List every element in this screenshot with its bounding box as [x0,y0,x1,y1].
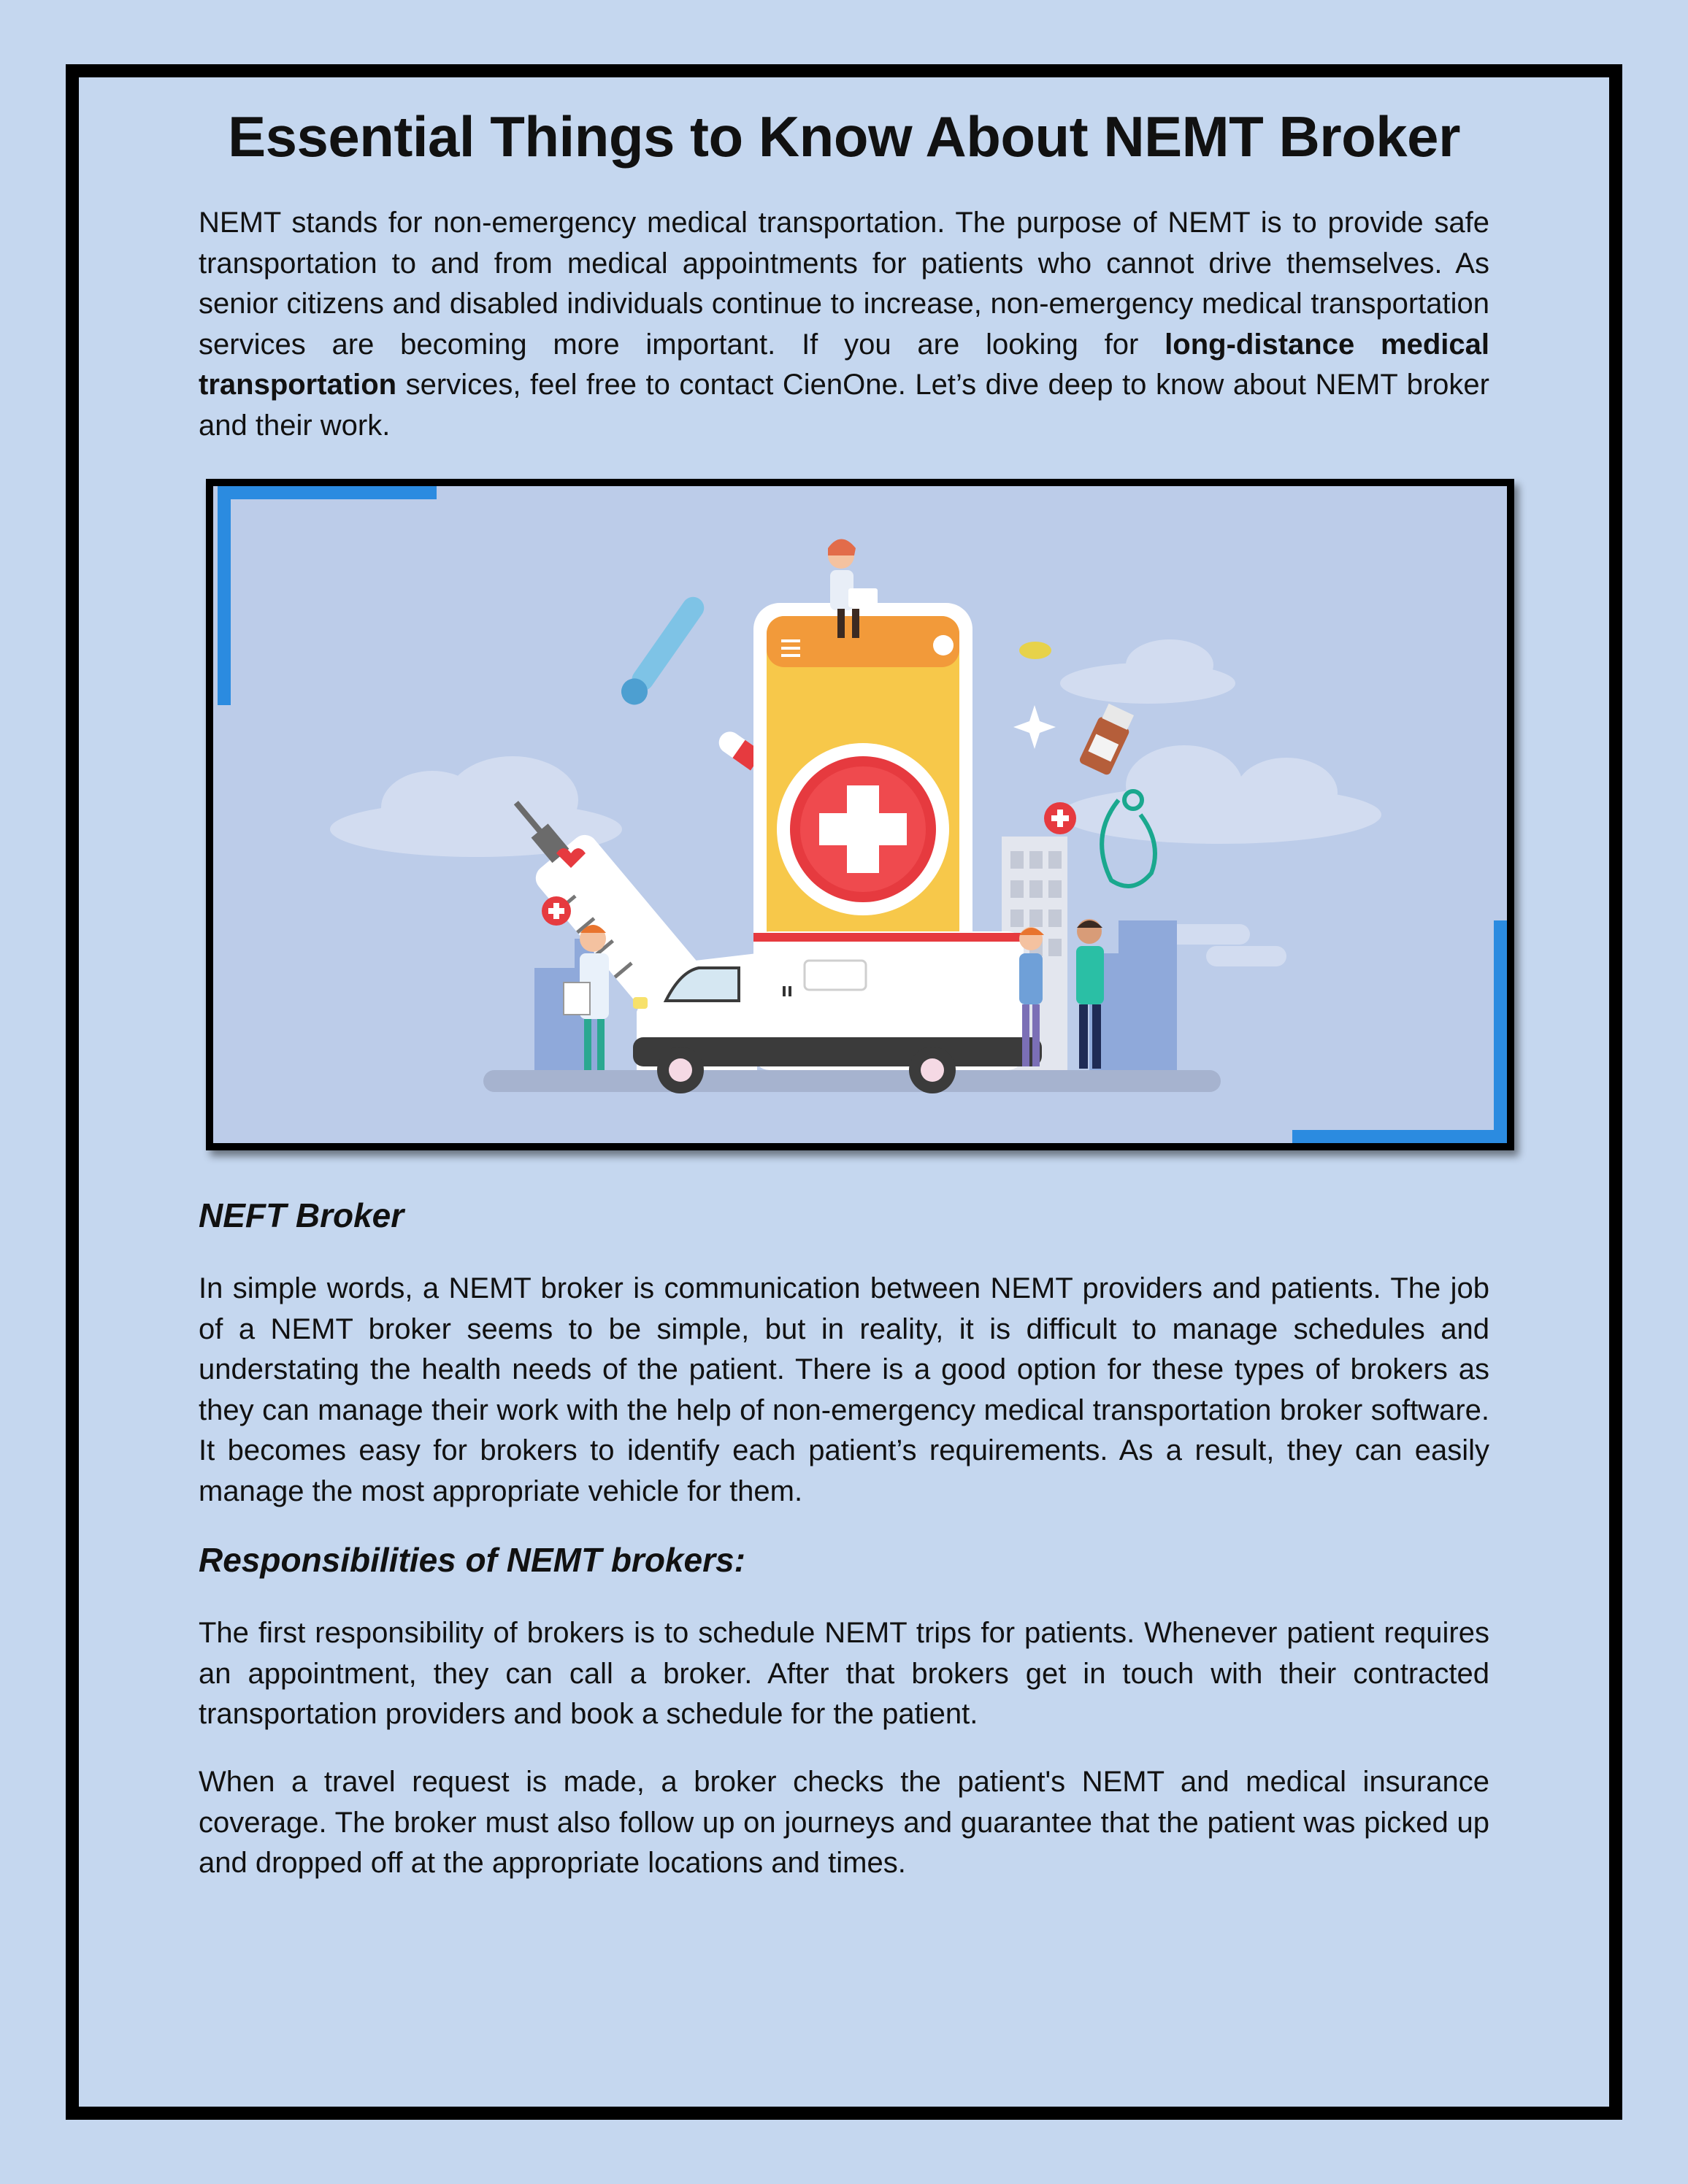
medical-cross-badge-left [542,896,571,926]
medicine-bottle-icon [1078,702,1137,776]
intro-paragraph [199,203,1489,446]
thermometer-icon [616,591,710,710]
intro-bold-link-text: long-distance medical transportation [199,328,1489,401]
nemt-illustration [213,486,1507,1143]
accent-bar-right [1494,920,1507,1143]
sparkle-icon [1013,705,1056,749]
section2-paragraph-2: When a travel request is made, a broker checks the patient's NEMT and medical insurance coverage. The broker must also follow up on journeys and guarantee that the patient was picked up and dropped off at the appropriate locations and times. [199,1766,1489,1879]
section2-paragraph-1: The first responsibility of brokers is to schedule NEMT trips for patients. Whenever patient requires an appointment, they can call a broker. After that brokers get in touch with their contracted transportation providers and book a schedule for the patient. [199,1617,1489,1730]
hero-illustration [206,479,1514,1150]
medical-cross-badge-right [1044,802,1076,834]
section-heading-neft-broker: NEFT Broker [199,1196,404,1234]
intro-text-2: services, feel free to contact CienOne. Let’s dive deep to know about NEMT broker and their work. [199,369,1489,442]
ambulance-illustration [633,931,1042,1093]
ground-shadow [483,1070,1221,1092]
page-title: Essential Things to Know About NEMT Broker [228,104,1460,169]
accent-bar-left [218,486,231,705]
section-heading-responsibilities: Responsibilities of NEMT brokers: [199,1541,745,1579]
accent-bar-bottom [1292,1130,1507,1143]
intro-text-1: NEMT stands for non-emergency medical transportation. The purpose of NEMT is to provide safe transportation to and from medical appointments for patients who cannot drive themselves. As senior citizens and disabled individuals continue to increase, non-emergency medical transportation services are becoming more important. If you are looking for [199,207,1489,361]
pill-icon [1019,642,1051,659]
section1-paragraph: In simple words, a NEMT broker is communication between NEMT providers and patients. The job of a NEMT broker seems to be simple, but in reality, it is difficult to manage schedules and understating the health needs of the patient. There is a good option for these types of brokers as they can manage their work with the help of non-emergency medical transportation broker software. It becomes easy for brokers to identify each patient’s requirements. As a result, they can easily manage the most appropriate vehicle for them. [199,1272,1489,1507]
accent-bar-top [218,486,437,499]
